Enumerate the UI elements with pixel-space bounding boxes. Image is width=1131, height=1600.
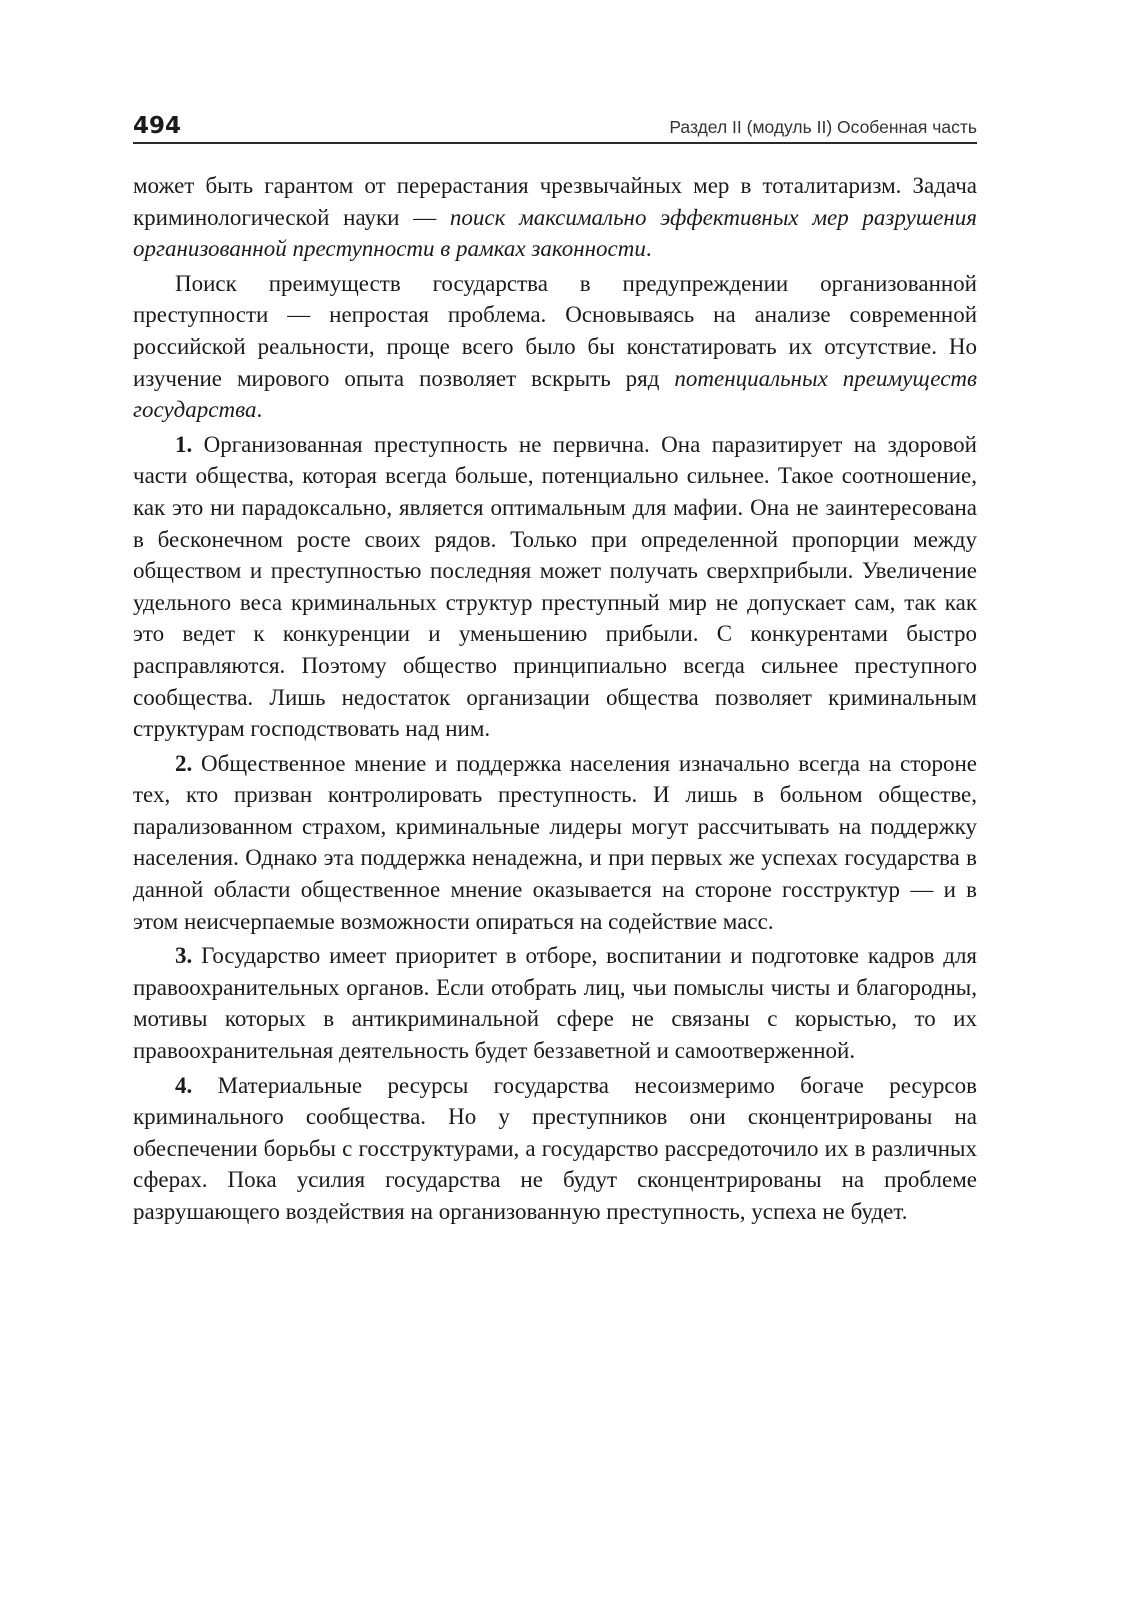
paragraph-text: может быть гарантом от перерастания чрезвычайных мер в тоталитаризм. Задача криминологической науки — (133, 173, 977, 230)
paragraph-text: Поиск преимуществ государства в предупреждении организованной преступности — непростая проблема. Основываясь на анализе современной российской реальности, проще всего было бы констатировать их отсутствие. Но изучение мирового опыта позволяет вскрыть ряд (133, 270, 977, 391)
paragraph-text: Государство имеет приоритет в отборе, воспитании и подготовке кадров для правоохранительных органов. Если отобрать лиц, чьи помыслы чисты и благородны, мотивы которых в антикриминальной сфере не связаны с корыстью, то их правоохранительная деятельность будет беззаветной и самоотверженной. (133, 943, 978, 1064)
item-number: 2. (175, 750, 193, 776)
paragraph-item-4 (133, 1070, 977, 1228)
paragraph-item-3 (133, 940, 977, 1066)
item-number: 3. (175, 943, 193, 969)
running-head (133, 108, 977, 144)
body-text (133, 170, 977, 1228)
item-number: 4. (175, 1072, 193, 1098)
page-number: 494 (133, 113, 182, 139)
paragraph-tail: . (256, 397, 263, 423)
item-number: 1. (175, 431, 193, 457)
section-title: Раздел II (модуль II) Особенная часть (669, 117, 977, 137)
emphasis-text: потенциальных преимуществ государства (133, 365, 977, 423)
paragraph-tail: . (645, 236, 652, 262)
paragraph-text: Организованная преступность не первична. Она паразитирует на здоровой части общества, которая всегда больше, потенциально сильнее. Такое соотношение, как это ни парадоксально, является оптимальным для мафии. Она не заинтересована в бесконечном росте своих рядов. Только при определенной пропорции между обществом и преступностью последняя может получать сверхприбыли. Увеличение удельного веса криминальных структур преступный мир не допускает сам, так как это ведет к конкуренции и уменьшению прибыли. С конкурентами быстро расправляются. Поэтому общество принципиально всегда сильнее преступного сообщества. Лишь недостаток организации общества позволяет криминальным структурам господствовать над ним. (133, 431, 977, 742)
paragraph-text: Материальные ресурсы государства несоизмеримо богаче ресурсов криминального сообщества. Но у преступников они сконцентрированы на обеспечении борьбы с госструктурами, а государство рассредоточило их в различных сферах. Пока усилия государства не будут сконцентрированы на проблеме разрушающего воздействия на организованную преступность, успеха не будет. (133, 1072, 977, 1224)
paragraph-continuation (133, 170, 977, 265)
emphasis-text: поиск максимально эффективных мер разрушения организованной преступности в рамках законности (133, 204, 977, 262)
paragraph-advantages-intro (133, 268, 977, 426)
book-page (133, 108, 977, 1228)
paragraph-item-1 (133, 429, 977, 745)
paragraph-item-2 (133, 748, 977, 938)
paragraph-text: Общественное мнение и поддержка населения изначально всегда на стороне тех, кто призван контролировать преступность. И лишь в больном обществе, парализованном страхом, криминальные лидеры могут рассчитывать на поддержку населения. Однако эта поддержка ненадежна, и при первых же успехах государства в данной области общественное мнение оказывается на стороне госструктур — и в этом неисчерпаемые возможности опираться на содействие масс. (133, 750, 978, 934)
